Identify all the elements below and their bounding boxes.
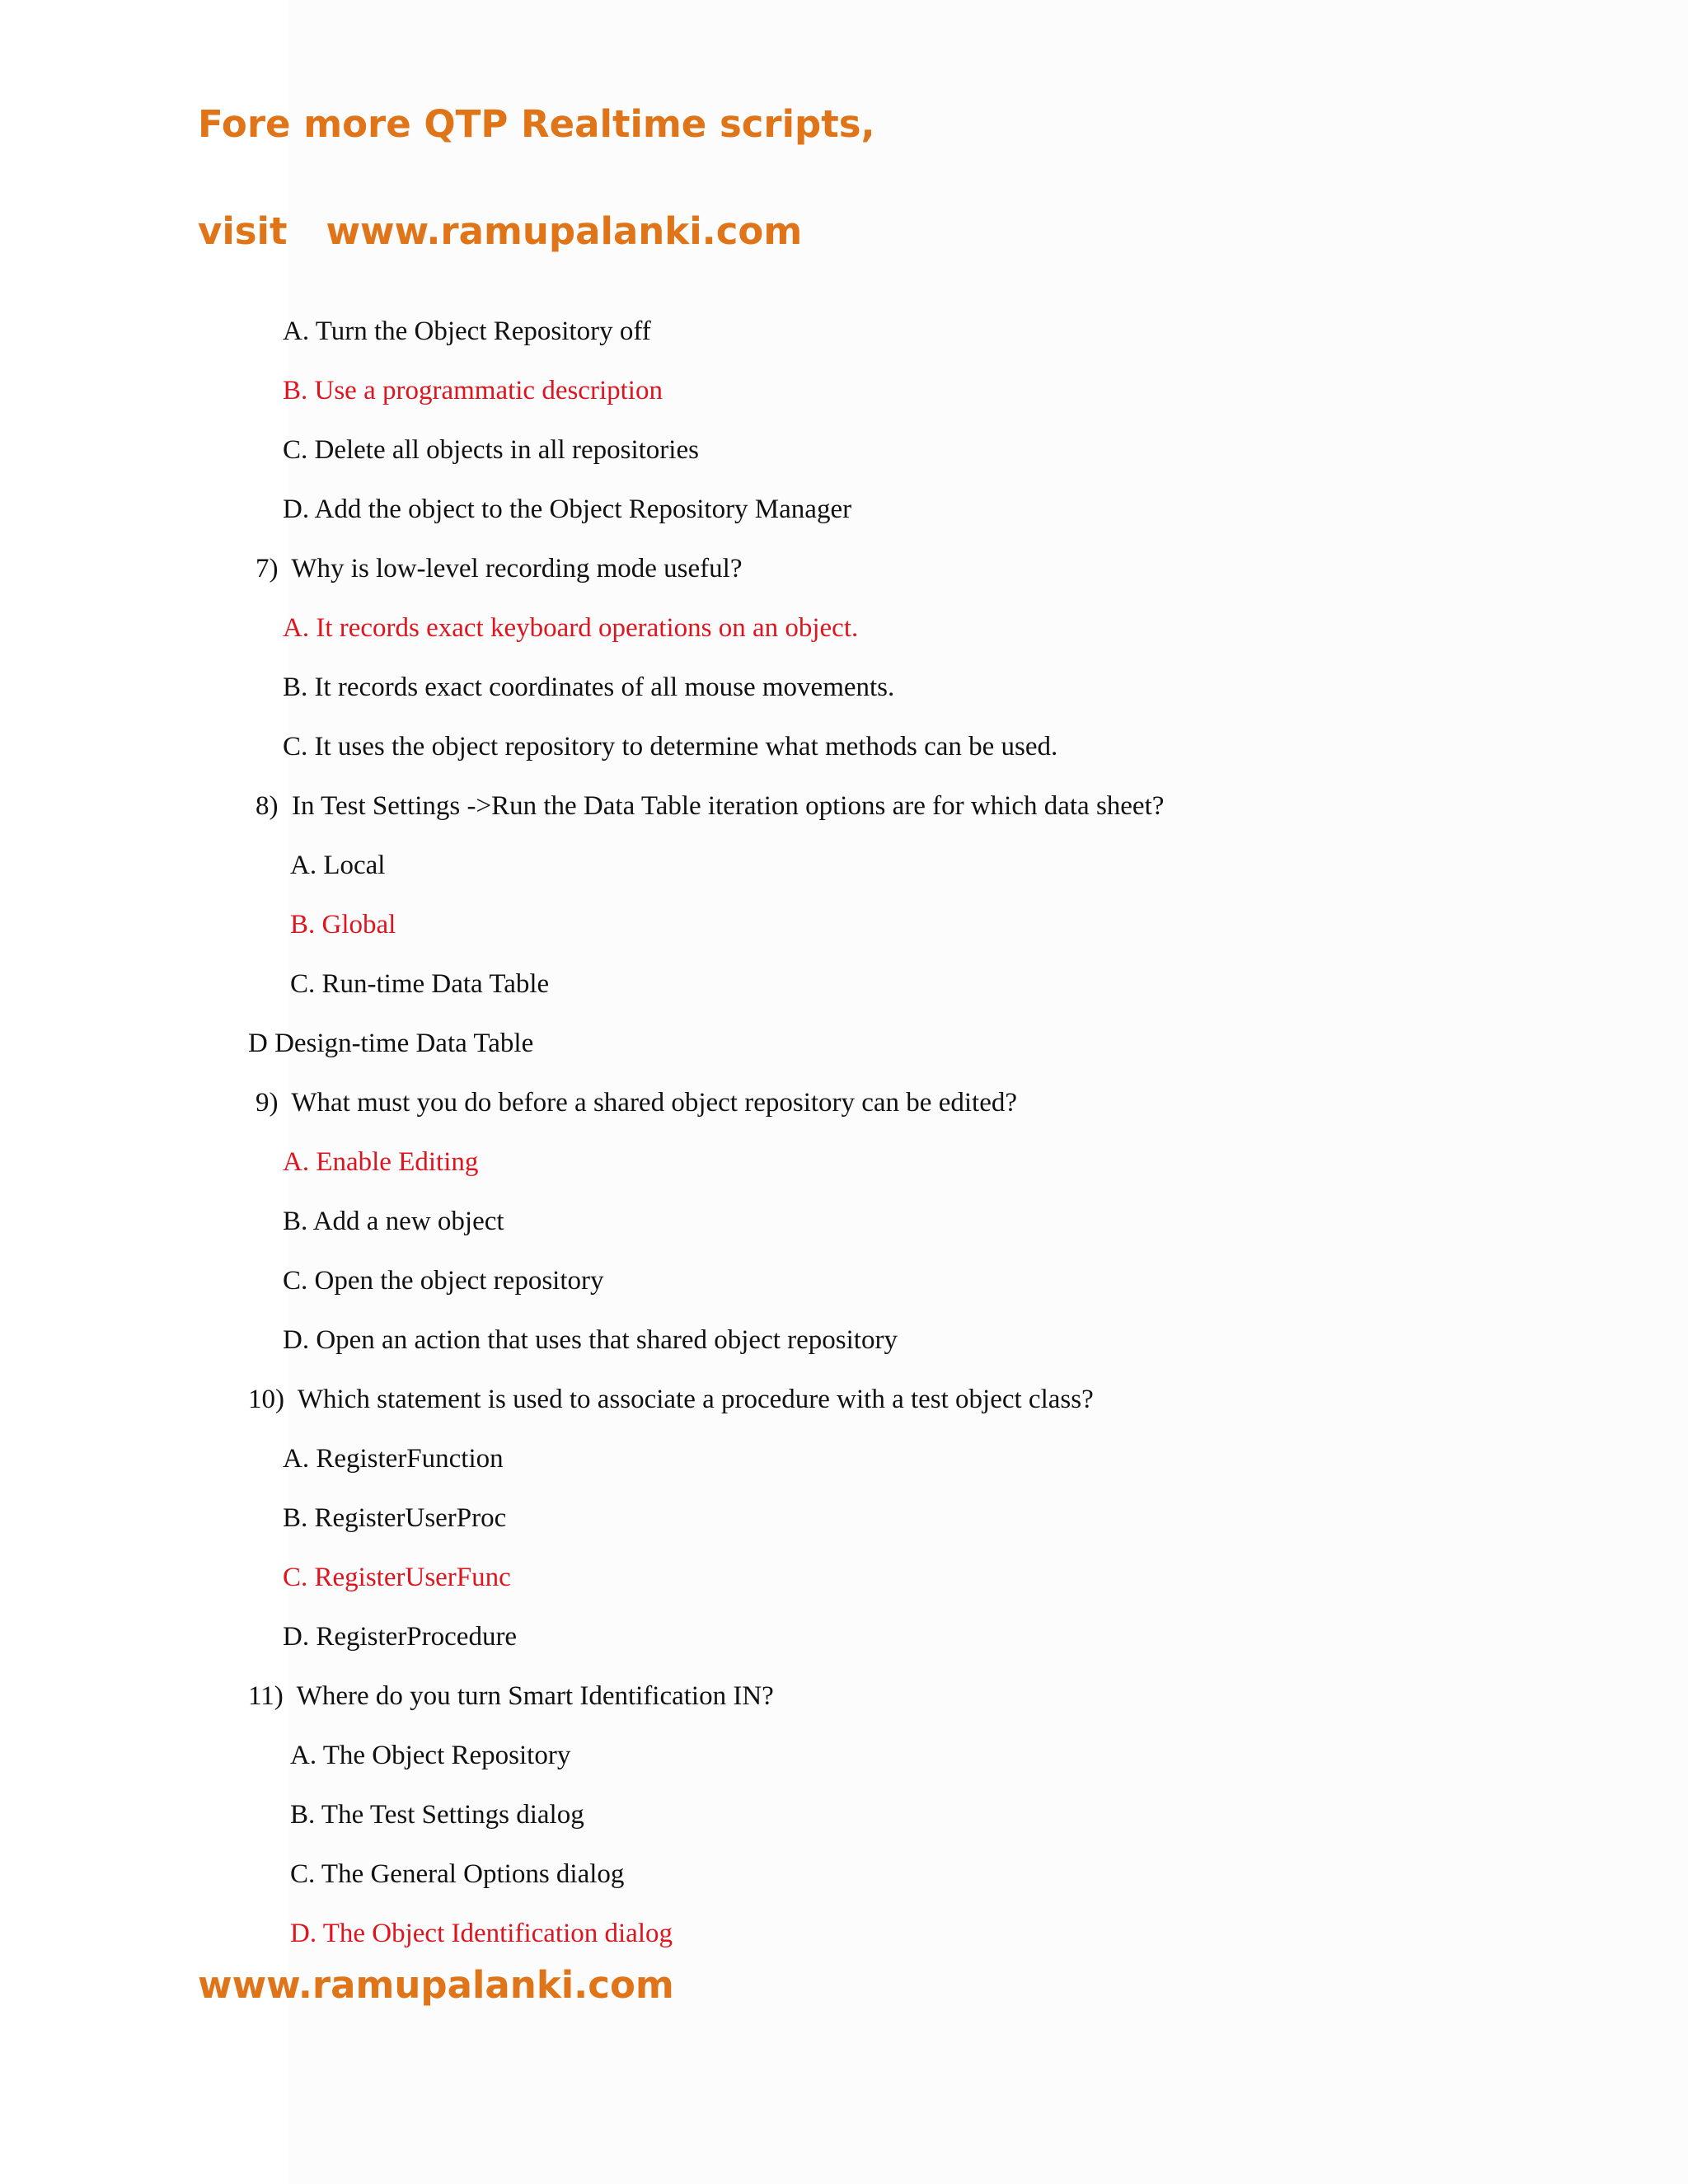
answer-option: B. Add a new object [283,1207,504,1236]
question-10: 10) Which statement is used to associate a procedure with a test object class? [248,1385,1094,1414]
answer-option: D. Open an action that uses that shared object repository [283,1325,898,1355]
answer-option: A. Local [290,851,386,880]
answer-option: C. The General Options dialog [290,1859,625,1889]
correct-answer-option: B. Global [290,910,396,940]
answer-option: D Design-time Data Table [248,1029,534,1058]
answer-option: C. Delete all objects in all repositories [283,435,699,465]
header-website-line: visit www.ramupalanki.com [198,209,803,253]
answer-option: C. Run-time Data Table [290,969,550,999]
footer-website: www.ramupalanki.com [198,1963,674,2007]
question-9: 9) What must you do before a shared object repository can be edited? [256,1088,1017,1118]
answer-option: D. Add the object to the Object Repository Manager [283,494,852,524]
answer-option: C. It uses the object repository to determine what methods can be used. [283,732,1058,762]
answer-option: B. The Test Settings dialog [290,1800,584,1830]
correct-answer-option: C. RegisterUserFunc [283,1563,511,1592]
correct-answer-option: A. Enable Editing [283,1147,479,1177]
answer-option: A. The Object Repository [290,1741,571,1770]
correct-answer-option: B. Use a programmatic description [283,376,663,405]
correct-answer-option: D. The Object Identification dialog [290,1919,673,1948]
question-11: 11) Where do you turn Smart Identification IN? [248,1681,774,1711]
question-7: 7) Why is low-level recording mode useful? [256,554,743,583]
header-promo-line: Fore more QTP Realtime scripts, [198,102,875,146]
correct-answer-option: A. It records exact keyboard operations on an object. [283,613,859,643]
answer-option: B. It records exact coordinates of all mouse movements. [283,673,895,702]
answer-option: A. Turn the Object Repository off [283,316,651,346]
question-8: 8) In Test Settings ->Run the Data Table iteration options are for which data sheet? [256,791,1165,821]
answer-option: C. Open the object repository [283,1266,604,1296]
answer-option: D. RegisterProcedure [283,1622,518,1652]
answer-option: B. RegisterUserProc [283,1503,507,1533]
answer-option: A. RegisterFunction [283,1444,504,1474]
